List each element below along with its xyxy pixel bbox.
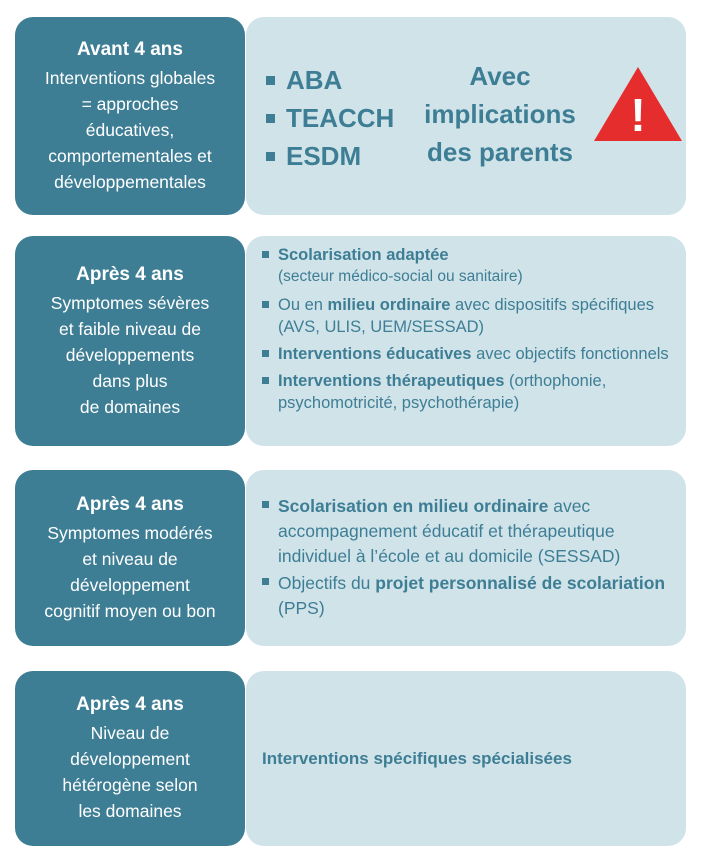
desc-line: hétérogène selon — [62, 775, 198, 795]
profile-description — [44, 520, 215, 624]
age-label-box — [15, 17, 245, 215]
row-apres-4-ans-modere — [0, 470, 704, 646]
parents-involvement-text — [414, 57, 586, 171]
warning-glyph: ! — [630, 89, 646, 141]
age-label-box — [15, 236, 245, 446]
item-text: avec dispositifs spécifiques (AVS, ULIS, UEM/SESSAD) — [278, 296, 655, 336]
desc-line: développement — [70, 574, 190, 595]
item-bold: Scolarisation en milieu ordinaire — [278, 496, 549, 516]
desc-line: Niveau de — [90, 723, 170, 743]
intervention-content — [262, 671, 682, 846]
row-avant-4-ans — [0, 17, 704, 215]
intervention-content — [262, 494, 682, 646]
desc-line: et faible niveau de — [58, 318, 202, 339]
item-text: (orthophonie, psychomotricité, psychothérapie) — [278, 372, 607, 412]
age-heading: Après 4 ans — [76, 694, 184, 715]
list-item — [262, 294, 682, 338]
item-text: Ou en — [278, 296, 328, 314]
age-heading: Après 4 ans — [76, 263, 184, 285]
intervention-content — [262, 244, 682, 446]
desc-line: développement — [70, 749, 190, 769]
age-heading: Après 4 ans — [76, 493, 184, 515]
list-item — [262, 494, 682, 569]
row-apres-4-ans-severe — [0, 236, 704, 446]
desc-line: = approches — [81, 93, 179, 114]
item-text: avec objectifs fonctionnels — [471, 345, 669, 363]
profile-description — [45, 65, 215, 195]
age-heading: Avant 4 ans — [77, 38, 183, 60]
intervention-content — [262, 17, 682, 215]
parents-line: implications — [424, 99, 576, 129]
intervention-list — [262, 494, 682, 621]
desc-line: Symptomes modérés — [47, 522, 213, 543]
item-text: avec accompagnement éducatif et thérapeutique individuel à l’école et au domicile (SESSAD) — [278, 496, 621, 566]
profile-description — [62, 720, 197, 824]
list-item — [262, 244, 682, 288]
warning-triangle-icon — [592, 65, 684, 145]
method-item: ESDM — [266, 137, 394, 175]
profile-description — [51, 290, 210, 420]
item-bold: Interventions thérapeutiques — [278, 372, 505, 390]
desc-line: de domaines — [79, 396, 181, 417]
desc-line: comportementales et — [48, 145, 212, 166]
item-text: Objectifs du — [278, 573, 376, 593]
desc-line: développementales — [54, 171, 206, 192]
desc-line: les domaines — [78, 801, 182, 821]
methods-list — [266, 61, 394, 175]
desc-line: Symptomes sévères — [50, 292, 210, 313]
method-item: ABA — [266, 61, 394, 99]
item-text: (PPS) — [278, 598, 325, 618]
item-bold: milieu ordinaire — [327, 296, 451, 314]
item-bold: Interventions éducatives — [278, 345, 472, 363]
parents-line: Avec — [469, 61, 531, 91]
item-bold: projet personnalisé de scolariation — [375, 573, 666, 593]
parents-line: des parents — [427, 137, 573, 167]
row-apres-4-ans-heterogene — [0, 671, 704, 846]
desc-line: dans plus — [92, 370, 168, 391]
desc-line: éducatives, — [85, 119, 175, 140]
item-subtext: (secteur médico-social ou sanitaire) — [278, 268, 523, 285]
list-item — [262, 370, 682, 414]
desc-line: cognitif moyen ou bon — [44, 600, 216, 621]
item-bold: Scolarisation adaptée — [278, 246, 449, 264]
age-label-box — [15, 470, 245, 646]
desc-line: et niveau de — [82, 548, 178, 569]
intervention-text: Interventions spécifiques spécialisées — [262, 748, 572, 768]
list-item — [262, 343, 682, 365]
desc-line: développements — [65, 344, 195, 365]
list-item — [262, 571, 682, 621]
age-label-box — [15, 671, 245, 846]
desc-line: Interventions globales — [44, 67, 216, 88]
method-item: TEACCH — [266, 99, 394, 137]
intervention-list — [262, 244, 682, 414]
